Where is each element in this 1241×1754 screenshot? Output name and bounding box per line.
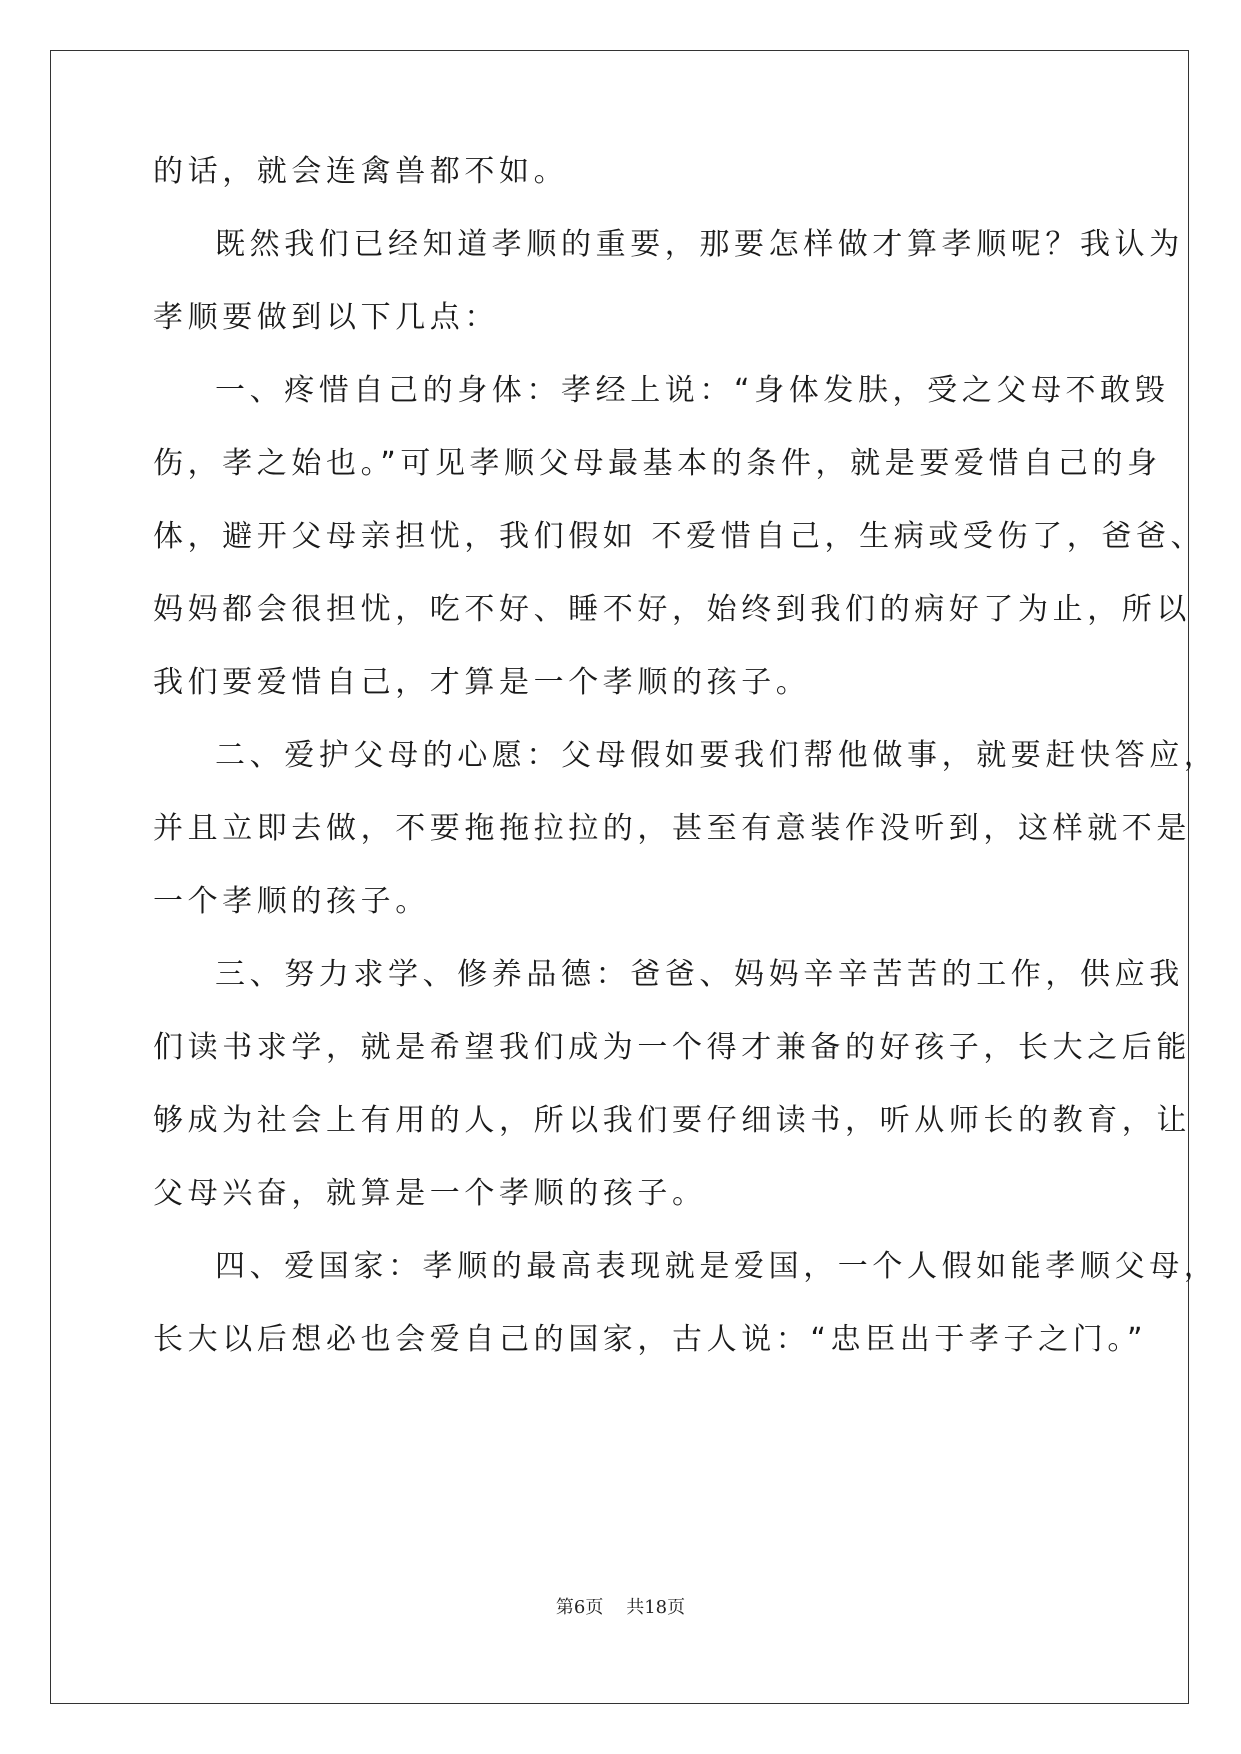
body-line: 并且立即去做，不要拖拖拉拉的，甚至有意装作没听到，这样就不是 [153,811,1191,846]
body-line: 长大以后想必也会爱自己的国家，古人说：“忠臣出于孝子之门。” [153,1322,1148,1357]
body-line: 四、爱国家：孝顺的最高表现就是爱国，一个人假如能孝顺父母， [215,1249,1219,1284]
body-line: 妈妈都会很担忧，吃不好、睡不好，始终到我们的病好了为止，所以 [153,592,1191,627]
body-line: 孝顺要做到以下几点： [153,300,499,335]
body-line: 伤，孝之始也。”可见孝顺父母最基本的条件，就是要爱惜自己的身 [153,446,1162,481]
body-line: 们读书求学，就是希望我们成为一个得才兼备的好孩子，长大之后能 [153,1030,1191,1065]
page-footer [0,1596,1241,1620]
body-line: 一个孝顺的孩子。 [153,884,430,919]
page-total: 共18页 [626,1597,686,1618]
body-line: 我们要爱惜自己，才算是一个孝顺的孩子。 [153,665,811,700]
body-line: 够成为社会上有用的人，所以我们要仔细读书，听从师长的教育，让 [153,1103,1191,1138]
body-line: 的话，就会连禽兽都不如。 [153,154,569,189]
page-number: 第6页 [555,1597,604,1618]
body-line: 三、努力求学、修养品德：爸爸、妈妈辛辛苦苦的工作，供应我 [215,957,1184,992]
body-line: 既然我们已经知道孝顺的重要，那要怎样做才算孝顺呢？我认为 [215,227,1184,262]
body-line: 父母兴奋，就算是一个孝顺的孩子。 [153,1176,707,1211]
body-line: 二、爱护父母的心愿：父母假如要我们帮他做事，就要赶快答应， [215,738,1219,773]
body-line: 体，避开父母亲担忧，我们假如 不爱惜自己，生病或受伤了，爸爸、 [153,519,1206,554]
body-line: 一、疼惜自己的身体：孝经上说：“身体发肤，受之父母不敢毁 [215,373,1170,408]
